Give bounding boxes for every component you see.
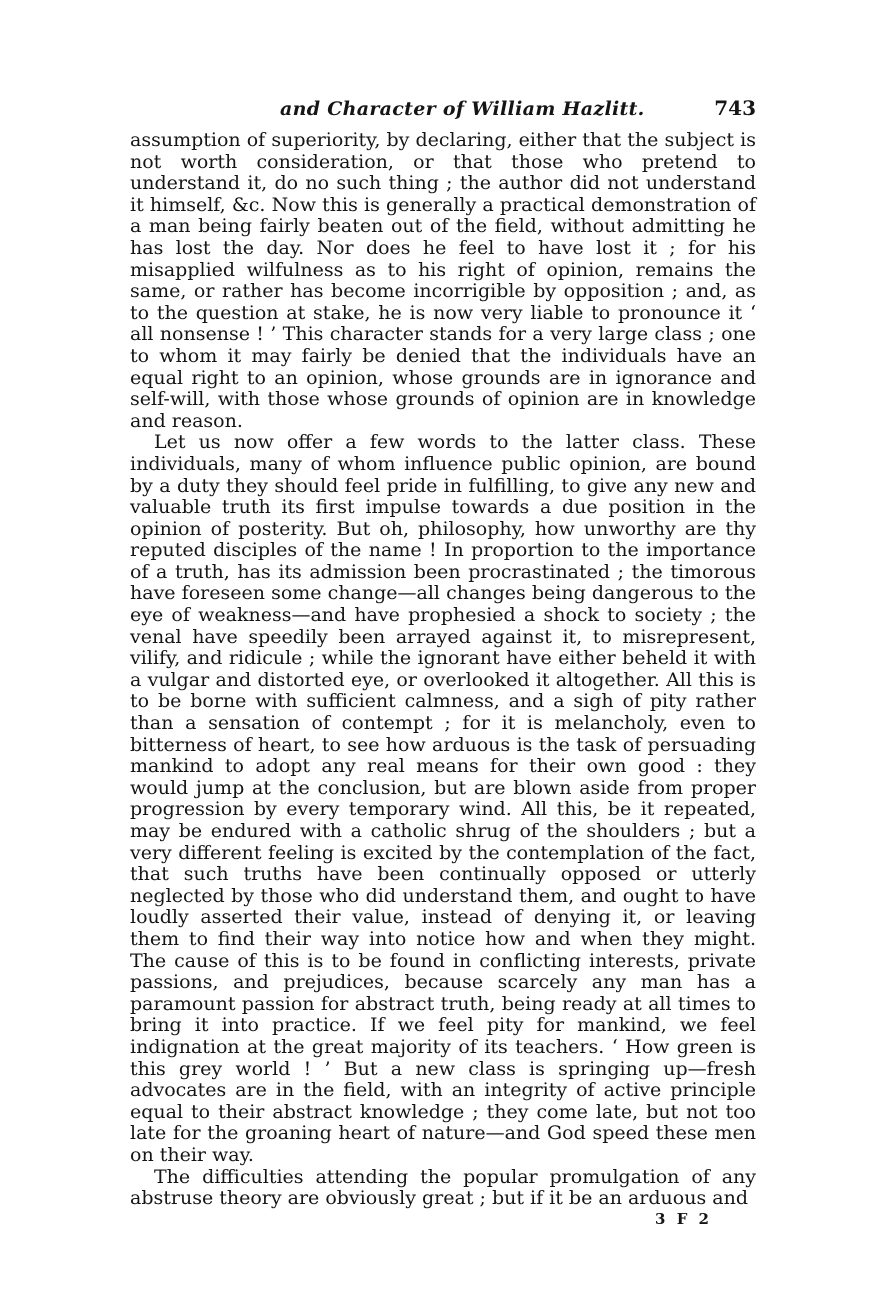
paragraph-latter-class: Let us now offer a few words to the latter class. These individuals, many of whom influence public opinion, are bound by a duty they should feel pride in fulfilling, to give any new and valuable truth its first impulse towards a due position in the opinion of posterity. But oh, philosophy, how unworthy are thy reputed disciples of the name ! In proportion to the importance of a truth, has its admission been procrastinated ; the timorous have foreseen some change—all changes being dangerous to the eye of weakness—and have prophesied a shock to society ; the venal have speedily been arrayed against it, to misrepresent, vilify, and ridicule ; while the ignorant have either beheld it with a vulgar and distorted eye, or overlooked it altogether. All this is to be borne with sufficient calmness, and a sigh of pity rather than a sensation of contempt ; for it is melancholy, even to bitterness of heart, to see how arduous is the task of persuading mankind to adopt any real means for their own good : they would jump at the conclusion, but are blown aside from proper progression by every temporary wind. All this, be it repeated, may be endured with a catholic shrug of the shoulders ; but a very different feeling is excited by the contemplation of the fact, that such truths have been continually opposed or utterly neglected by those who did understand them, and ought to have loudly asserted their value, instead of denying it, or leaving them to find their way into notice how and when they might. The cause of this is to be found in conflicting interests, private passions, and prejudices, because scarcely any man has a paramount passion for abstract truth, being ready at all times to bring it into practice. If we feel pity for mankind, we feel indignation at the great majority of its teachers. ‘ How green is this grey world ! ’ But a new class is springing up—fresh advocates are in the field, with an integrity of active principle equal to their abstract knowledge ; they come late, but not too late for the groaning heart of nature—and God speed these men on their way.: [130, 431, 756, 1166]
paragraph-difficulties: The difficulties attending the popular promulgation of any abstruse theory are obviously great ; but if it be an arduous and: [130, 1165, 756, 1210]
printer-signature: 3 F 2: [655, 1209, 712, 1228]
body-text: [130, 130, 756, 1210]
running-title: and Character of William Hazlitt.: [280, 98, 645, 120]
paragraph-continuation: assumption of superiority, by declaring, either that the subject is not worth consideration, or that those who pretend to understand it, do no such thing ; the author did not understand it himself, &c. Now this is generally a practical demonstration of a man being fairly beaten out of the field, without admitting he has lost the day. Nor does he feel to have lost it ; for his misapplied wilfulness as to his right of opinion, remains the same, or rather has become incorrigible by opposition ; and, as to the question at stake, he is now very liable to pronounce it ‘ all nonsense ! ’ This character stands for a very large class ; one to whom it may fairly be denied that the individuals have an equal right to an opinion, whose grounds are in ignorance and self-will, with those whose grounds of opinion are in knowledge and reason.: [130, 129, 756, 432]
page-number: 743: [714, 96, 756, 120]
running-head: [130, 96, 756, 130]
book-page: [130, 96, 756, 1228]
